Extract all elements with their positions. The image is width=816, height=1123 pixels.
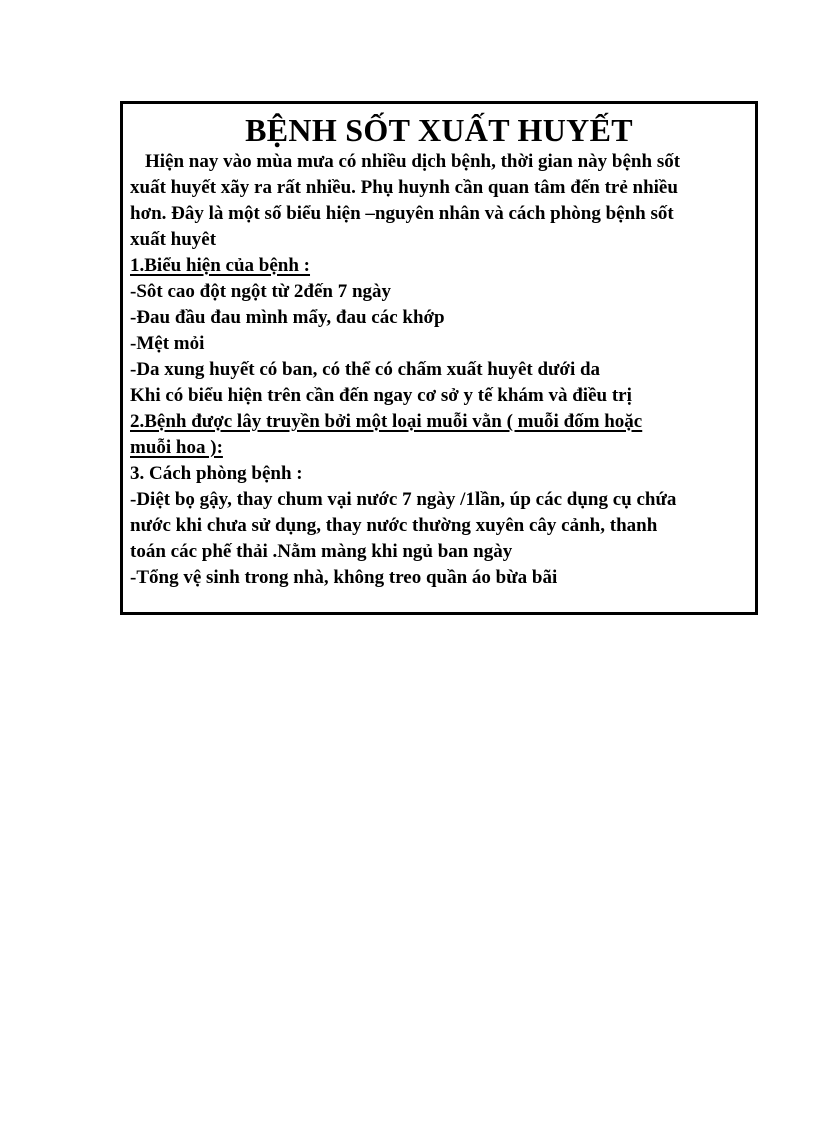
section2-heading: 2.Bệnh được lây truyền bởi một loại muỗi vằn ( muỗi đốm hoặc — [130, 411, 643, 432]
section1-heading: 1.Biểu hiện của bệnh : — [130, 255, 311, 276]
section3-line: toán các phế thải .Nằm màng khi ngủ ban ngày — [130, 541, 513, 562]
section3-line: -Tổng vệ sinh trong nhà, không treo quần áo bừa bãi — [130, 567, 558, 588]
section1-line: -Sôt cao đột ngột từ 2đến 7 ngày — [130, 281, 392, 302]
document-frame — [120, 101, 758, 615]
section3-line: nước khi chưa sử dụng, thay nước thường xuyên cây cảnh, thanh — [130, 515, 658, 536]
section3-heading: 3. Cách phòng bệnh : — [130, 463, 303, 484]
intro-line: Hiện nay vào mùa mưa có nhiều dịch bệnh, thời gian này bệnh sốt — [145, 151, 681, 172]
intro-line: xuất huyêt — [130, 229, 217, 250]
section2-heading: muỗi hoa ): — [130, 437, 223, 458]
section3-line: -Diệt bọ gậy, thay chum vại nước 7 ngày /1lần, úp các dụng cụ chứa — [130, 489, 677, 510]
intro-line: hơn. Đây là một số biểu hiện –nguyên nhân và cách phòng bệnh sốt — [130, 203, 674, 224]
document-title: BỆNH SỐT XUẤT HUYẾT — [245, 112, 633, 148]
section1-line: -Đau đầu đau mình mẩy, đau các khớp — [130, 307, 445, 328]
section1-line: Khi có biểu hiện trên cần đến ngay cơ sở y tế khám và điều trị — [130, 385, 632, 406]
section1-line: -Mệt mỏi — [130, 333, 205, 354]
intro-line: xuất huyết xãy ra rất nhiều. Phụ huynh cần quan tâm đến trẻ nhiều — [130, 177, 678, 198]
section1-line: -Da xung huyết có ban, có thể có chấm xuất huyêt dưới da — [130, 359, 601, 380]
